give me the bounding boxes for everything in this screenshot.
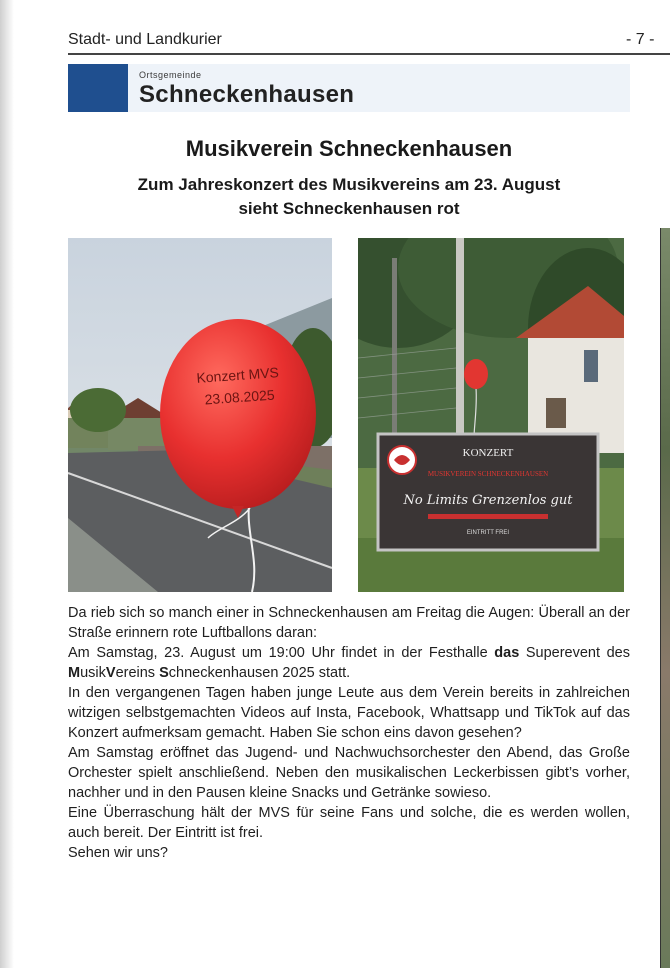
page-gutter-shadow: [0, 0, 14, 968]
paragraph-1: Da rieb sich so manch einer in Schneckenhausen am Freitag die Augen: Überall an der Straße erinnern rote Luftballons daran:: [68, 605, 630, 641]
p2-bold-s: S: [159, 665, 169, 681]
paragraph-6: Sehen wir uns?: [68, 845, 168, 861]
sign-small: EINTRITT FREI: [466, 530, 510, 536]
publication-name: Stadt- und Landkurier: [68, 31, 222, 48]
paragraph-5: Eine Überraschung hält der MVS für seine Fans und solche, die es werden wollen, auch bereit. Der Eintritt ist frei.: [68, 805, 630, 841]
running-head: [68, 29, 670, 55]
p2-pre: Am Samstag, 23. August um 19:00 Uhr findet in der Festhalle: [68, 645, 495, 661]
page-number: - 7 -: [626, 31, 655, 48]
subtitle-line-2: sieht Schneckenhausen rot: [238, 199, 460, 218]
banner-label-small: Ortsgemeinde: [139, 70, 202, 80]
sign-script: No Limits Grenzenlos gut: [403, 493, 573, 508]
paragraph-4: Am Samstag eröffnet das Jugend- und Nachwuchsorchester den Abend, das Große Orchester spielt anschließend. Neben den musikalischen Leckerbissen gibt’s vorher, nachher und in den Pausen kleine Snacks und Getränke sowieso.: [68, 745, 630, 801]
photo-concert-sign: [358, 238, 624, 592]
banner-label-big: Schneckenhausen: [139, 81, 355, 108]
p2-bold-m: M: [68, 665, 81, 681]
sign-title: KONZERT: [462, 447, 514, 459]
small-balloon: [464, 359, 488, 389]
municipality-banner: [68, 64, 630, 112]
p2-post: chneckenhausen 2025 statt.: [168, 665, 351, 681]
banner-accent-block: [68, 64, 128, 112]
p2-bold-das: das: [494, 645, 520, 661]
balloon-text-line-2: 23.08.2025: [204, 386, 276, 408]
p2-mid3: ereins: [115, 665, 160, 681]
p2-mid1: Superevent des: [519, 645, 630, 661]
p2-mid2: usik: [80, 665, 106, 681]
p2-bold-v: V: [105, 665, 116, 681]
red-balloon: [160, 319, 316, 509]
balloon-text-line-1: Konzert MVS: [195, 364, 280, 386]
paragraph-2: [68, 643, 630, 683]
adjacent-photo-edge: [660, 228, 670, 968]
subtitle-line-1: Zum Jahreskonzert des Musikvereins am 23. August: [137, 175, 561, 194]
sign-line-2: MUSIKVEREIN SCHNECKENHAUSEN: [427, 470, 549, 478]
article-title: Musikverein Schneckenhausen: [185, 136, 513, 161]
paragraph-3: In den vergangenen Tagen haben junge Leute aus dem Verein bereits in zahlreichen witzigen selbstgemachten Videos auf Insta, Facebook, Whattsapp und TikTok auf das Konzert aufmerksam gemacht. Haben Sie schon eins davon gesehen?: [68, 685, 630, 741]
article-body: [68, 603, 630, 863]
article-subtitle: [68, 173, 630, 221]
photo-balloon-street: [68, 238, 332, 592]
